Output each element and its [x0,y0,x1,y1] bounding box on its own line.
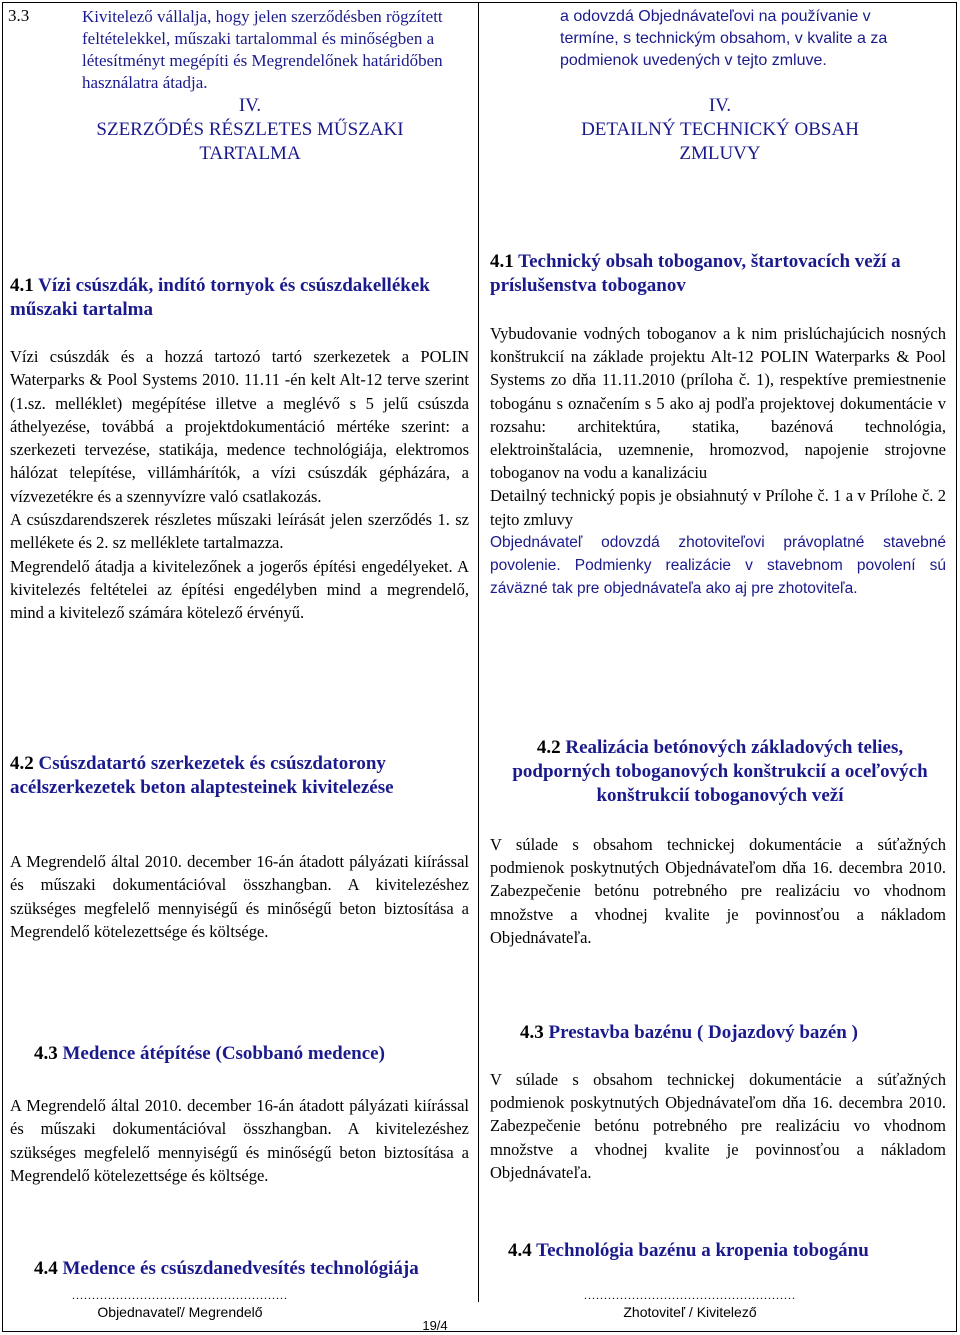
hu-s41-title: Vízi csúszdák, indító tornyok és csúszdakellékek műszaki tartalma [10,275,430,320]
sk-s44-number: 4.4 [508,1240,532,1261]
footer-left-signature-label: Objednavateľ/ Megrendelő [97,1304,263,1320]
hu-s41-paragraph-3: Megrendelő átadja a kivitelezőnek a jogerős építési engedélyeket. A kivitelezés feltételei az építési engedélyben mind a megrendelő, mind a kivitelező számára kötelező érvényű. [10,556,469,623]
hu-s41-paragraph-2: A csúszdarendszerek részletes műszaki leírását jelen szerződés 1. sz mellékete és 2. sz melléklete tartalmazza. [10,510,469,553]
sk-section-4-2-body [490,833,946,949]
column-divider [478,2,479,1302]
hu-s43-title: Medence átépítése (Csobbanó medence) [62,1043,385,1064]
sk-s42-paragraph-1: V súlade s obsahom technickej dokumentácie a súťažných podmienok poskytnutých Objednávateľom dňa 16. decembra 2010. Zabezpečenie betónu potrebného pre realizáciu vo vhodnom množstve a vhodnej kvalite je povinnosťou a nákladom Objednávateľa. [490,835,946,947]
hu-s44-title: Medence és csúszdanedvesítés technológiája [62,1258,419,1279]
hu-s42-title: Csúszdatartó szerkezetek és csúszdatorony acélszerkezetek beton alaptesteinek kivitelezése [10,753,394,798]
hu-s44-number: 4.4 [34,1258,58,1279]
sk-s44-title: Technológia bazénu a kropenia tobogánu [536,1240,869,1261]
sk-s43-title: Prestavba bazénu ( Dojazdový bazén ) [548,1022,858,1043]
hu-section-4-2-heading [10,752,466,800]
hu-section-4-3-body [10,1094,469,1187]
section-number: 3.3 [8,6,30,25]
hu-section-4-2-body [10,850,469,943]
sk-section-4-1-heading [490,250,946,298]
sk-chapter-number: IV. [708,95,732,116]
hu-section-4-4-heading [34,1257,474,1281]
hu-chapter-title-line1: SZERZŐDÉS RÉSZLETES MŰSZAKI [96,119,404,140]
sk-section-4-1-body [490,322,946,600]
sk-s41-paragraph-2: Detailný technický popis je obsiahnutý v Prílohe č. 1 a v Prílohe č. 2 tejto zmluvy [490,486,946,529]
sk-section-4-4-heading [508,1239,948,1263]
hu-s42-paragraph-1: A Megrendelő által 2010. december 16-án átadott pályázati kiírással és műszaki dokumentációval összhangban. A kivitelezéshez szükséges megfelelő mennyiségű és minőségű beton biztosítása a Megrendelő kötelezettsége és költsége. [10,852,469,941]
hu-chapter-title-line2: TARTALMA [199,143,301,164]
sk-s41-number: 4.1 [490,251,514,272]
sk-section-4-3-heading [520,1021,940,1045]
sk-s41-paragraph-1: Vybudovanie vodných toboganov a k nim prislúchajúcich nosných konštrukcií na základe projektu Alt-12 POLIN Waterparks & Pool Systems zo dňa 11.11.2010 (príloha č. 1), respektíve premiestnenie tobogánu s označením s 5 ako aj podľa projektovej dokumentácie v rozsahu: architektúra, statika, bazénová technológia, elektroinštalácia, uzemnenie, hromozvod, napojenie strojovne toboganov na vodu a kanalizáciu [490,324,946,483]
hu-s41-number: 4.1 [10,275,34,296]
sk-s42-title: Realizácia betónových základových telies, podporných toboganových konštrukcií a oceľových konštrukcií toboganových veží [512,737,928,806]
page-number: 19/4 [422,1318,448,1333]
sk-s41-title: Technický obsah toboganov, štartovacích veží a príslušenstva toboganov [490,251,901,296]
sk-chapter-title-line2: ZMLUVY [679,143,761,164]
footer-right-signature-line: ..................................................... [584,1288,796,1302]
hu-intro: Kivitelező vállalja, hogy jelen szerződésben rögzített feltételekkel, műszaki tartalommal és minőségben a létesítményt megépíti és Megrendelőnek határidőben használatra átadja. [82,7,443,92]
hu-s43-number: 4.3 [34,1043,58,1064]
sk-intro: a odovzdá Objednávateľovi na používanie v termíne, s technickým obsahom, v kvalite a za podmienok uvedených v tejto zmluve. [560,8,888,69]
hu-s43-paragraph-1: A Megrendelő által 2010. december 16-án átadott pályázati kiírással és műszaki dokumentációval összhangban. A kivitelezéshez szükséges megfelelő mennyiségű és minőségű beton biztosítása a Megrendelő kötelezettsége és költsége. [10,1096,469,1185]
hu-s42-number: 4.2 [10,753,34,774]
sk-s41-paragraph-3: Objednávateľ odovzdá zhotoviteľovi právoplatné stavebné povolenie. Podmienky realizácie v stavebnom povolení sú záväzné tak pre objednávateľa ako aj pre zhotoviteľa. [490,533,946,598]
hu-chapter-number: IV. [238,95,262,116]
sk-chapter-heading [500,94,940,166]
hu-s41-paragraph-1: Vízi csúszdák és a hozzá tartozó tartó szerkezetek a POLIN Waterparks & Pool Systems 2010. 11.11 -én kelt Alt-12 terve szerint (1.sz. melléklet) megépítése illetve a meglévő s 5 jelű csúszda áthelyezése, továbbá a projektdokumentáció mértéke szerint: a szerkezeti tervezése, statikája, medence technológiája, elektromos hálózat telepítése, villámhárítók, a vízi csúszdák gépházára, a vízvezetékre és a szennyvízre való csatlakozás. [10,347,469,506]
hu-section-4-3-heading [34,1042,474,1066]
footer-right-signature-label: Zhotoviteľ / Kivitelező [623,1304,757,1320]
sk-chapter-title-line1: DETAILNÝ TECHNICKÝ OBSAH [581,119,859,140]
hu-section-4-1-body [10,345,469,625]
hu-section-4-1-heading [10,274,466,322]
footer-left-signature-line: ...................................................... [72,1288,288,1302]
sk-s43-number: 4.3 [520,1022,544,1043]
hu-chapter-heading [40,94,460,166]
sk-section-4-3-body [490,1068,946,1184]
sk-section-4-2-heading [500,736,940,808]
sk-s42-number: 4.2 [536,737,561,758]
sk-s43-paragraph-1: V súlade s obsahom technickej dokumentácie a súťažných podmienok poskytnutých Objednávateľom dňa 16. decembra 2010. Zabezpečenie betónu potrebného pre realizáciu vo vhodnom množstve a vhodnej kvalite je povinnosťou a nákladom Objednávateľa. [490,1070,946,1182]
